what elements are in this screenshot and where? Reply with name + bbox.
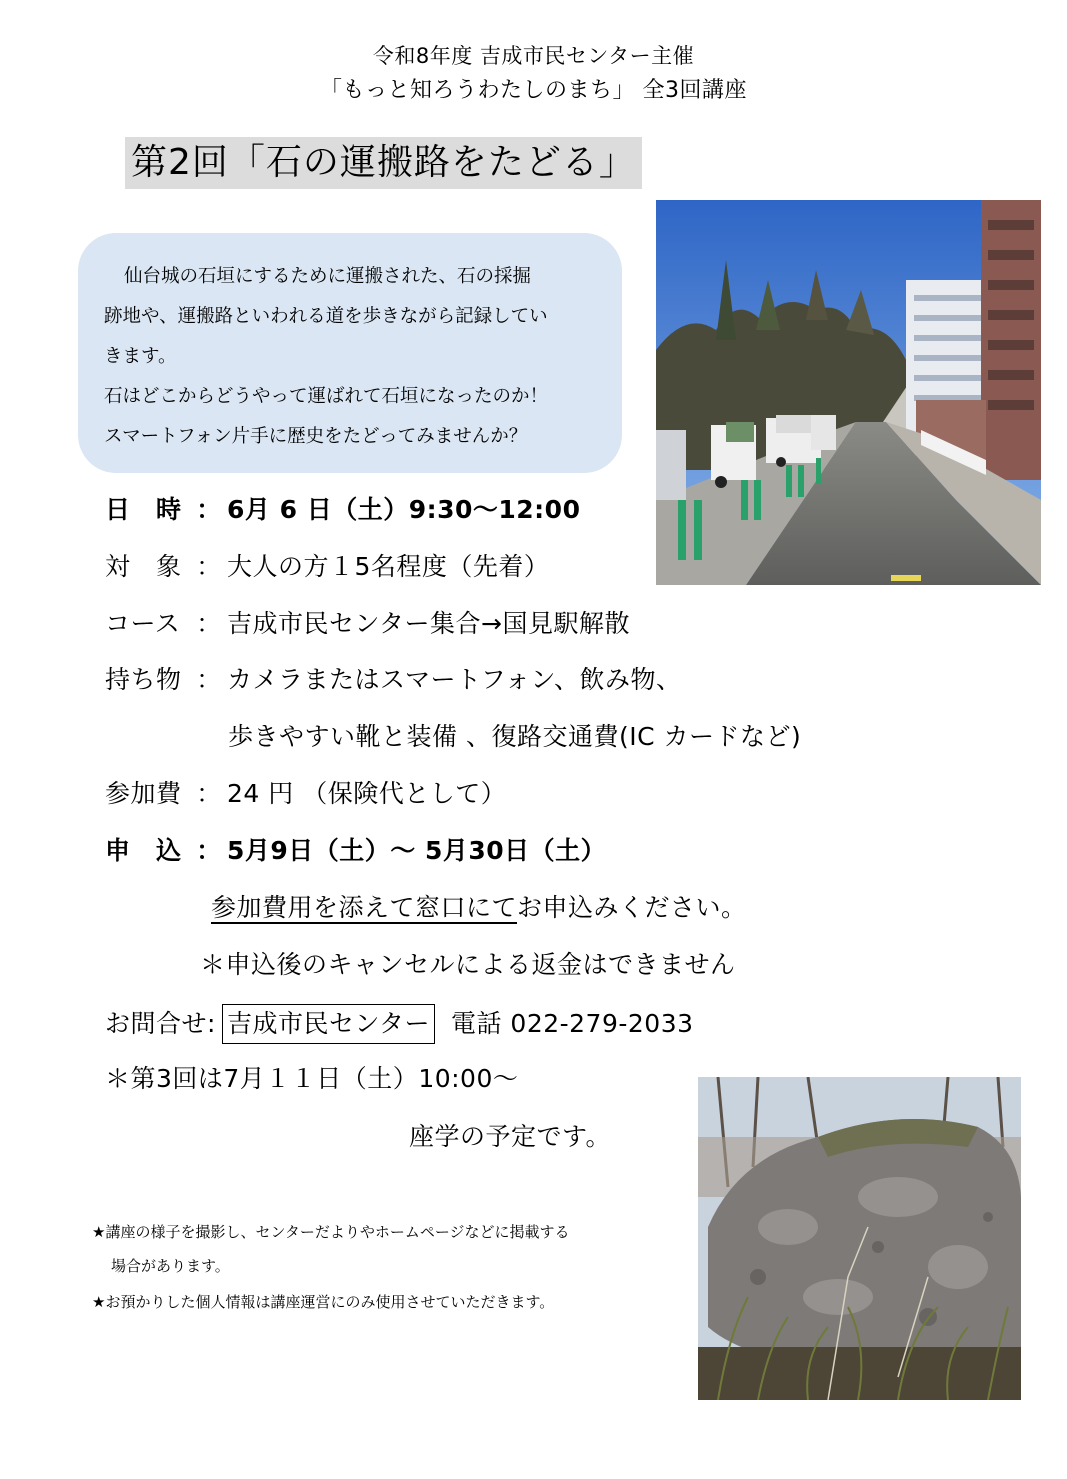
rock-photo bbox=[698, 1077, 1021, 1400]
intro-line: 石はどこからどうやって運ばれて石垣になったのか！ bbox=[104, 386, 549, 407]
next-session-note-continued: 座学の予定です。 bbox=[409, 1122, 612, 1151]
cancel-note: ＊申込後のキャンセルによる返金はできません bbox=[200, 950, 736, 979]
privacy-notice: ★お預かりした個人情報は講座運営にのみ使用させていただきます。 bbox=[92, 1293, 555, 1311]
next-session-note: ＊第3回は7月１１日（土）10:00～ bbox=[105, 1064, 519, 1093]
header-organizer: 令和8年度 吉成市民センター主催 bbox=[372, 44, 695, 68]
intro-line: 仙台城の石垣にするために運搬された、石の採掘 bbox=[124, 266, 532, 287]
row-contact bbox=[105, 1004, 694, 1044]
course-value: 吉成市民センター集合→国見駅解散 bbox=[227, 609, 630, 638]
colon: ： bbox=[196, 836, 222, 865]
contact-center: 吉成市民センター bbox=[222, 1004, 435, 1044]
colon: : bbox=[207, 1009, 216, 1038]
colon: ： bbox=[196, 665, 222, 694]
colon: ： bbox=[196, 609, 222, 638]
items-label: 持ち物 bbox=[105, 665, 182, 694]
row-items bbox=[105, 663, 682, 697]
colon: ： bbox=[196, 552, 222, 581]
datetime-value: 6月 6 日（土）9:30～12:00 bbox=[227, 495, 581, 524]
row-target bbox=[105, 550, 549, 584]
apply-label: 申 込 bbox=[105, 836, 182, 865]
intro-box bbox=[78, 233, 622, 473]
photo-notice-continued: 場合があります。 bbox=[111, 1257, 230, 1275]
target-label: 対 象 bbox=[105, 552, 182, 581]
target-value: 大人の方１5名程度（先着） bbox=[227, 552, 550, 581]
intro-line: スマートフォン片手に歴史をたどってみませんか？ bbox=[104, 426, 528, 447]
items-value-continued: 歩きやすい靴と装備 、復路交通費(IC カードなど) bbox=[228, 722, 802, 751]
colon: ： bbox=[196, 495, 222, 524]
course-label: コース bbox=[105, 609, 181, 638]
row-course bbox=[105, 607, 630, 641]
contact-label: お問合せ bbox=[105, 1009, 208, 1038]
apply-note bbox=[211, 891, 747, 925]
row-apply bbox=[105, 834, 606, 868]
row-fee bbox=[105, 777, 506, 811]
contact-phone: 電話 022-279-2033 bbox=[450, 1009, 694, 1038]
street-photo bbox=[656, 200, 1041, 585]
apply-note-rest: お申込みください。 bbox=[517, 893, 747, 922]
fee-label: 参加費 bbox=[105, 779, 182, 808]
intro-line: 跡地や、運搬路といわれる道を歩きながら記録してい bbox=[104, 306, 548, 327]
intro-line: きます。 bbox=[104, 346, 177, 367]
header-series: 「もっと知ろうわたしのまち」 全3回講座 bbox=[320, 78, 747, 103]
items-value: カメラまたはスマートフォン、飲み物、 bbox=[227, 665, 682, 694]
apply-value: 5月9日（土）～ 5月30日（土） bbox=[227, 836, 607, 865]
datetime-label: 日 時 bbox=[105, 495, 182, 524]
row-datetime bbox=[105, 493, 580, 527]
page-title: 第2回「石の運搬路をたどる」 bbox=[125, 137, 642, 189]
apply-note-underlined: 参加費用を添えて窓口にて bbox=[211, 893, 518, 922]
photo-notice: ★講座の様子を撮影し、センターだよりやホームページなどに掲載する bbox=[92, 1223, 570, 1241]
fee-value: 24 円 （保険代として） bbox=[227, 779, 507, 808]
colon: ： bbox=[196, 779, 222, 808]
